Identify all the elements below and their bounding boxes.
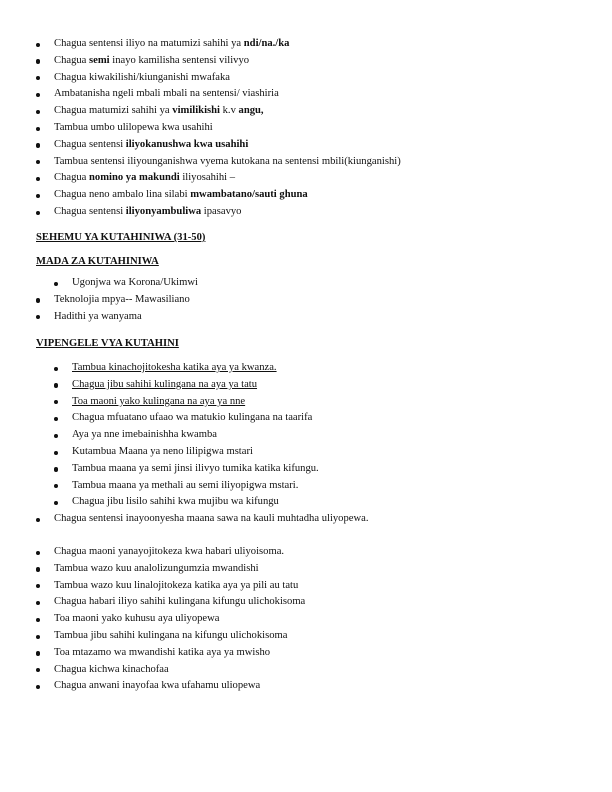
list-item xyxy=(0,187,612,204)
list-item-text: Teknolojia mpya-- Mawasiliano xyxy=(54,293,190,305)
list-item-text: Toa mtazamo wa mwandishi katika aya ya mwisho xyxy=(54,646,271,658)
list-item xyxy=(0,611,612,628)
list-item-text: Tambua jibu sahihi kulingana na kifungu ulichokisoma xyxy=(54,629,288,641)
list-item-text: Chagua jibu lisilo sahihi kwa mujibu wa kifungu xyxy=(72,496,279,508)
list-item-text: Chagua neno ambalo lina silabi xyxy=(54,189,191,201)
list-item xyxy=(0,678,612,695)
comprehension-items-list xyxy=(0,544,612,695)
list-item xyxy=(0,461,612,478)
topic-item xyxy=(0,309,612,326)
list-item xyxy=(0,561,612,578)
list-item xyxy=(0,377,612,394)
list-item xyxy=(0,511,612,528)
list-item-text: Ambatanisha ngeli mbali mbali na sentensi/ viashiria xyxy=(54,88,279,100)
list-item-text: Tambua maana ya methali au semi iliyopigwa mstari. xyxy=(72,479,299,491)
list-item-text: iliyosahihi – xyxy=(179,172,236,184)
list-item-text: Chagua xyxy=(54,54,90,66)
list-item-text: Ugonjwa wa Korona/Ukimwi xyxy=(72,277,198,288)
list-item xyxy=(0,70,612,87)
list-item-text: Chagua jibu sahihi kulingana na aya ya tatu xyxy=(72,378,258,390)
list-item-text: Chagua sentensi xyxy=(54,138,126,150)
topic-item xyxy=(0,275,612,292)
list-item-text: Chagua maoni yanayojitokeza kwa habari uliyoisoma. xyxy=(54,546,285,557)
list-item xyxy=(0,427,612,444)
list-item xyxy=(0,86,612,103)
list-item xyxy=(0,410,612,427)
list-item-text: mwambatano/sauti ghuna xyxy=(190,189,308,201)
list-item xyxy=(0,578,612,595)
list-item xyxy=(0,154,612,171)
list-item xyxy=(0,120,612,137)
list-item xyxy=(0,544,612,561)
list-item-text: Chagua xyxy=(54,172,90,184)
list-item-text: Chagua anwani inayofaa kwa ufahamu uliopewa xyxy=(54,680,261,692)
list-item-text: Chagua sentensi inayoonyesha maana sawa na kauli muhtadha uliyopewa. xyxy=(54,513,369,525)
list-item-text: Hadithi ya wanyama xyxy=(54,310,142,322)
list-item xyxy=(0,645,612,662)
list-item xyxy=(0,662,612,679)
grammar-objectives-list xyxy=(0,36,612,221)
list-item-text: Tambua umbo ulilopewa kwa usahihi xyxy=(54,121,213,133)
list-item-text: Tambua wazo kuu linalojitokeza katika aya ya pili au tatu xyxy=(54,579,299,591)
list-item-text: iliyokanushwa kwa usahihi xyxy=(125,138,249,150)
list-item-text: semi xyxy=(89,54,110,66)
list-item-text: Toa maoni yako kulingana na aya ya nne xyxy=(72,395,246,407)
list-item-text: Tambua kinachojitokesha katika aya ya kwanza. xyxy=(72,362,277,373)
list-item-text: Tambua sentensi iliyounganishwa vyema kutokana na sentensi mbili(kiunganishi) xyxy=(54,155,401,167)
list-item xyxy=(0,170,612,187)
list-item xyxy=(0,137,612,154)
list-item xyxy=(0,594,612,611)
list-item-text: Tambua wazo kuu analolizungumzia mwandishi xyxy=(54,562,259,574)
list-item-text: Chagua matumizi sahihi ya xyxy=(54,105,173,117)
exam-items-list xyxy=(0,360,612,528)
list-item xyxy=(0,444,612,461)
list-item xyxy=(0,494,612,511)
list-item-text: Chagua habari iliyo sahihi kulingana kifungu ulichokisoma xyxy=(54,596,306,608)
list-item-text: vimilikishi xyxy=(172,105,220,117)
topics-heading: MADA ZA KUTAHINIWA xyxy=(36,256,159,267)
list-item-text: Aya ya nne imebainishha kwamba xyxy=(72,429,217,441)
list-item xyxy=(0,360,612,377)
exam-items-heading: VIPENGELE VYA KUTAHINI xyxy=(36,338,179,349)
list-item xyxy=(0,628,612,645)
list-item xyxy=(0,36,612,53)
list-item-text: Chagua sentensi iliyo na matumizi sahihi ya xyxy=(54,38,244,49)
list-item xyxy=(0,53,612,70)
list-item-text: Chagua kiwakilishi/kiunganishi mwafaka xyxy=(54,71,230,83)
list-item-text: inayo kamilisha sentensi vilivyo xyxy=(109,54,250,66)
list-item xyxy=(0,394,612,411)
list-item-text: angu, xyxy=(238,105,264,117)
topic-item xyxy=(0,292,612,309)
list-item-text: iliyonyambuliwa xyxy=(125,205,202,217)
list-item-text: Chagua mfuatano ufaao wa matukio kulingana na taarifa xyxy=(72,412,313,424)
topics-list xyxy=(0,275,612,325)
list-item xyxy=(0,478,612,495)
list-item-text: Kutambua Maana ya neno lilipigwa mstari xyxy=(72,445,253,457)
list-item-text: k.v xyxy=(219,105,239,117)
list-item xyxy=(0,204,612,221)
list-item-text: Chagua sentensi xyxy=(54,205,126,217)
list-item-text: nomino ya makundi xyxy=(89,172,180,184)
section-heading: SEHEMU YA KUTAHINIWA (31-50) xyxy=(36,232,206,243)
list-item-text: ipasavyo xyxy=(201,205,242,217)
list-item xyxy=(0,103,612,120)
list-item-text: ndi/na./ka xyxy=(243,38,290,49)
list-item-text: Toa maoni yako kuhusu aya uliyopewa xyxy=(54,613,220,625)
list-item-text: Chagua kichwa kinachofaa xyxy=(54,663,169,675)
list-item-text: Tambua maana ya semi jinsi ilivyo tumika katika kifungu. xyxy=(72,462,319,474)
